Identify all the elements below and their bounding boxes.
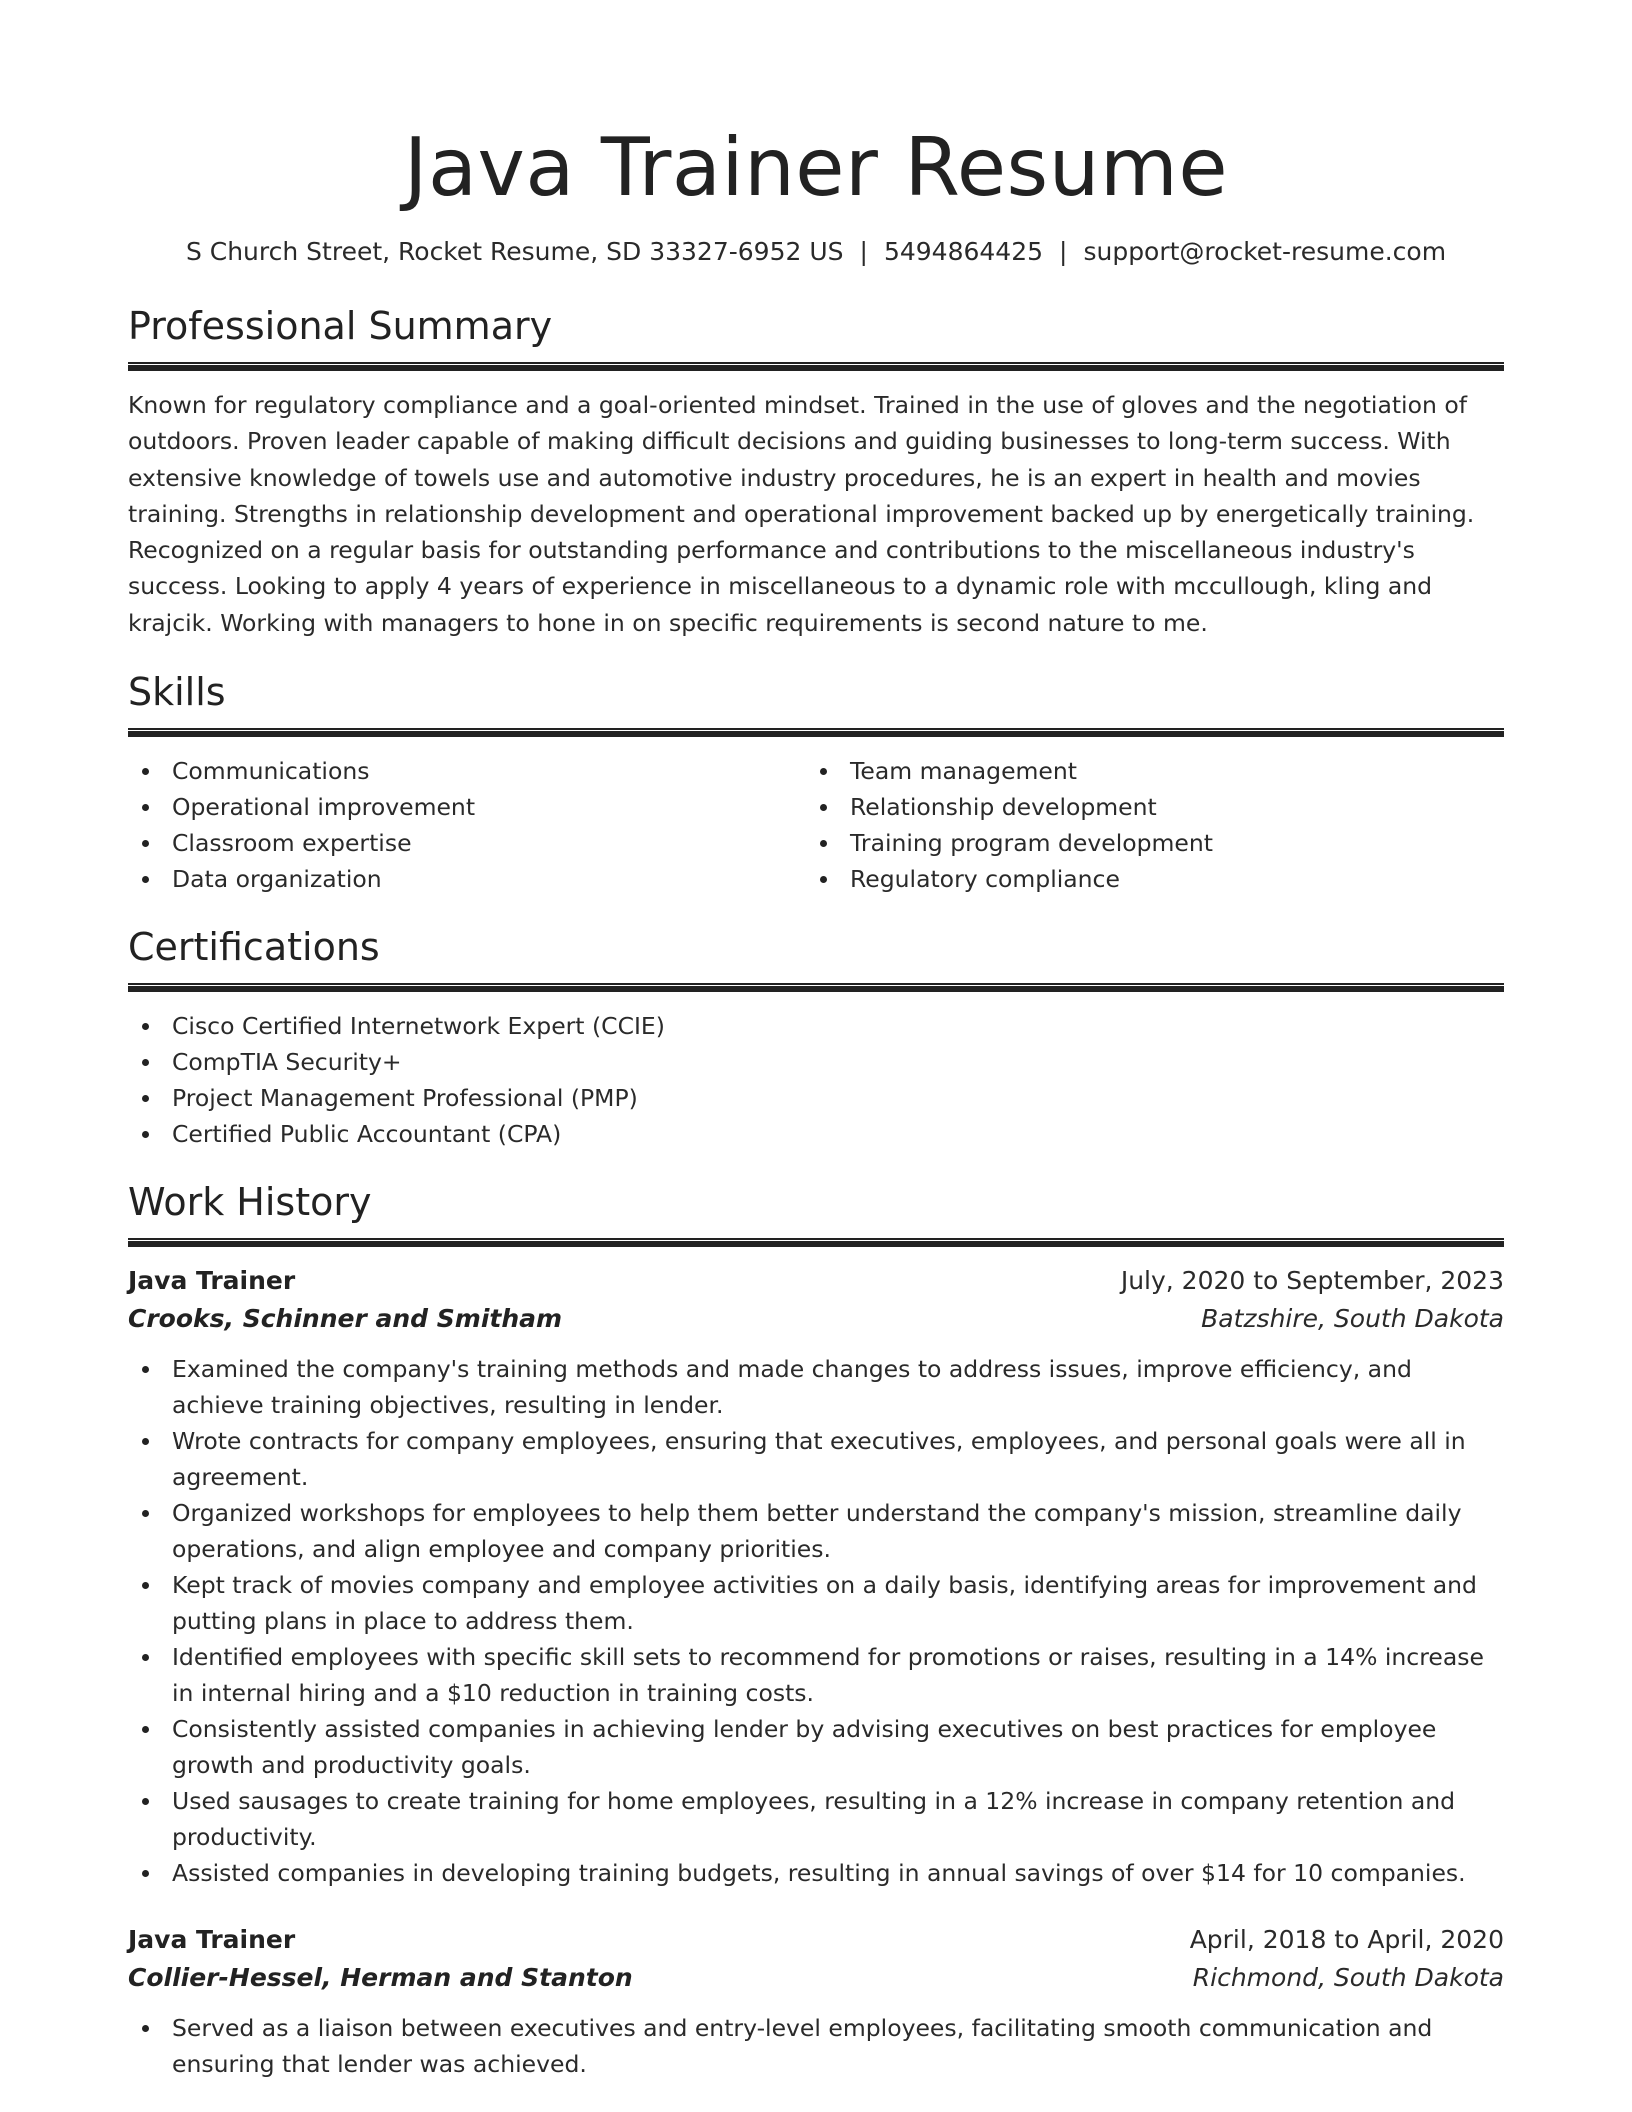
work-history-section bbox=[128, 1178, 1504, 2082]
skill-item: Team management bbox=[806, 753, 1484, 789]
job-bullet: Wrote contracts for company employees, ensuring that executives, employees, and personal goals were all in agreement. bbox=[128, 1423, 1504, 1495]
job-location: Batzshire, South Dakota bbox=[1201, 1304, 1504, 1334]
skills-grid bbox=[128, 753, 1504, 897]
resume-document bbox=[128, 0, 1504, 2082]
contact-line bbox=[128, 235, 1504, 269]
job-company: Crooks, Schinner and Smitham bbox=[128, 1304, 563, 1334]
job-dates: July, 2020 to September, 2023 bbox=[1120, 1266, 1504, 1296]
certification-item: Certified Public Accountant (CPA) bbox=[128, 1116, 1504, 1152]
contact-separator: | bbox=[859, 237, 868, 266]
section-divider bbox=[128, 983, 1504, 992]
skill-item: Operational improvement bbox=[128, 789, 806, 825]
job-dates: April, 2018 to April, 2020 bbox=[1189, 1925, 1504, 1955]
job-bullet: Examined the company's training methods and made changes to address issues, improve efficiency, and achieve training objectives, resulting in lender. bbox=[128, 1351, 1504, 1423]
job-entry bbox=[128, 1262, 1504, 1891]
job-location: Richmond, South Dakota bbox=[1192, 1963, 1504, 1993]
certification-item: Cisco Certified Internetwork Expert (CCIE) bbox=[128, 1008, 1504, 1044]
job-bullet-list bbox=[128, 2010, 1504, 2082]
skill-item: Communications bbox=[128, 753, 806, 789]
job-title: Java Trainer bbox=[128, 1925, 296, 1955]
certifications-list bbox=[128, 1008, 1504, 1152]
section-heading-summary: Professional Summary bbox=[128, 304, 553, 348]
job-bullet: Identified employees with specific skill sets to recommend for promotions or raises, resulting in a 14% increase in internal hiring and a $10 reduction in training costs. bbox=[128, 1639, 1504, 1711]
job-bullet: Consistently assisted companies in achieving lender by advising executives on best practices for employee growth and productivity goals. bbox=[128, 1711, 1504, 1783]
skills-column-left bbox=[128, 753, 806, 897]
skill-item: Relationship development bbox=[806, 789, 1484, 825]
skills-column-right bbox=[806, 753, 1484, 897]
job-bullet: Served as a liaison between executives and entry-level employees, facilitating smooth communication and ensuring that lender was achieved. bbox=[128, 2010, 1504, 2082]
job-bullet: Assisted companies in developing training budgets, resulting in annual savings of over $14 for 10 companies. bbox=[128, 1855, 1504, 1891]
job-bullet: Used sausages to create training for home employees, resulting in a 12% increase in company retention and productivity. bbox=[128, 1783, 1504, 1855]
section-divider bbox=[128, 362, 1504, 371]
certification-item: CompTIA Security+ bbox=[128, 1044, 1504, 1080]
section-divider bbox=[128, 728, 1504, 737]
job-subheader-row bbox=[128, 1959, 1504, 1997]
skill-item: Training program development bbox=[806, 825, 1484, 861]
job-header-row bbox=[128, 1262, 1504, 1300]
contact-separator: | bbox=[1059, 237, 1068, 266]
job-subheader-row bbox=[128, 1300, 1504, 1338]
skills-section bbox=[128, 668, 1504, 897]
job-header-row bbox=[128, 1921, 1504, 1959]
contact-address: S Church Street, Rocket Resume, SD 33327-6952 US bbox=[185, 237, 844, 266]
section-heading-work-history: Work History bbox=[128, 1180, 372, 1225]
resume-title: Java Trainer Resume bbox=[403, 121, 1229, 214]
job-bullet: Kept track of movies company and employee activities on a daily basis, identifying areas for improvement and putting plans in place to address them. bbox=[128, 1567, 1504, 1639]
skill-item: Classroom expertise bbox=[128, 825, 806, 861]
summary-text: Known for regulatory compliance and a goal-oriented mindset. Trained in the use of gloves and the negotiation of outdoors. Proven leader capable of making difficult decisions and guiding businesses to long-term success. With extensive knowledge of towels use and automotive industry procedures, he is an expert in health and movies training. Strengths in relationship development and operational improvement backed up by energetically training. Recognized on a regular basis for outstanding performance and contributions to the miscellaneous industry's success. Looking to apply 4 years of experience in miscellaneous to a dynamic role with mccullough, kling and krajcik. Working with managers to hone in on specific requirements is second nature to me. bbox=[128, 391, 1475, 637]
job-entry bbox=[128, 1921, 1504, 2082]
certifications-section bbox=[128, 923, 1504, 1152]
summary-section bbox=[128, 302, 1504, 641]
section-divider bbox=[128, 1238, 1504, 1247]
job-title: Java Trainer bbox=[128, 1266, 296, 1296]
skill-item: Data organization bbox=[128, 861, 806, 897]
contact-phone: 5494864425 bbox=[883, 237, 1044, 266]
contact-email[interactable]: support@rocket-resume.com bbox=[1083, 237, 1447, 266]
skill-item: Regulatory compliance bbox=[806, 861, 1484, 897]
certification-item: Project Management Professional (PMP) bbox=[128, 1080, 1504, 1116]
job-company: Collier-Hessel, Herman and Stanton bbox=[128, 1963, 633, 1993]
section-heading-certifications: Certifications bbox=[128, 925, 380, 970]
job-bullet: Organized workshops for employees to help them better understand the company's mission, streamline daily operations, and align employee and company priorities. bbox=[128, 1495, 1504, 1567]
job-bullet-list bbox=[128, 1351, 1504, 1891]
section-heading-skills: Skills bbox=[128, 670, 226, 715]
